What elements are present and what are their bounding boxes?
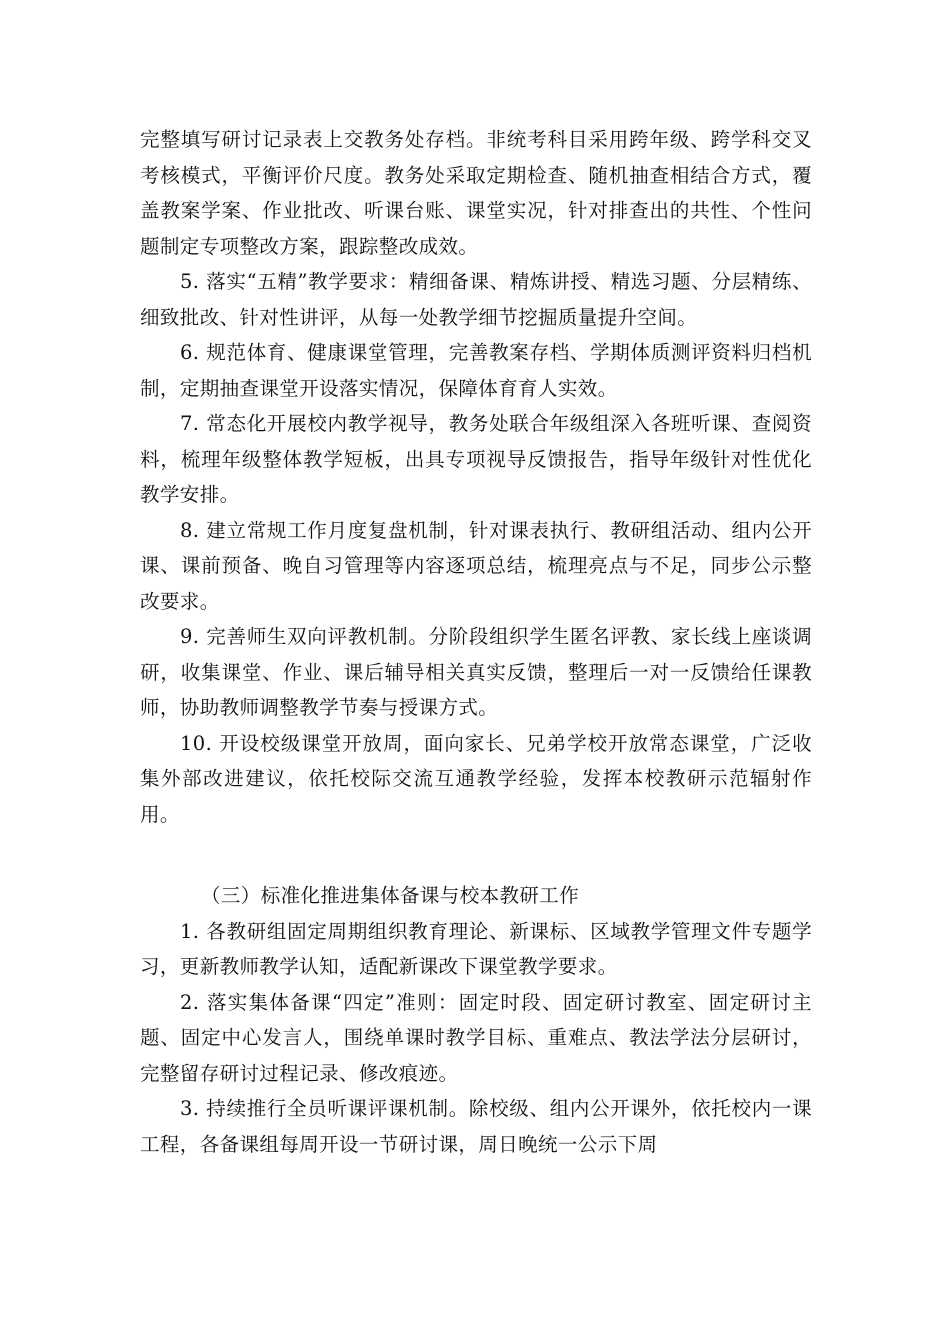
paragraph-section3-item-1: 1. 各教研组固定周期组织教育理论、新课标、区域教学管理文件专题学习，更新教师教学认知，适配新课改下课堂教学要求。 (140, 919, 812, 978)
paragraph-section3-item-2: 2. 落实集体备课“四定”准则：固定时段、固定研讨教室、固定研讨主题、固定中心发言人，围绕单课时教学目标、重难点、教法学法分层研讨，完整留存研讨过程记录、修改痕迹。 (140, 990, 812, 1085)
section-heading: （三）标准化推进集体备课与校本教研工作 (201, 884, 580, 907)
paragraph-item-6: 6. 规范体育、健康课堂管理，完善教案存档、学期体质测评资料归档机制，定期抽查课堂开设落实情况，保障体育育人实效。 (140, 341, 812, 400)
paragraph-item-9: 9. 完善师生双向评教机制。分阶段组织学生匿名评教、家长线上座谈调研，收集课堂、作业、课后辅导相关真实反馈，整理后一对一反馈给任课教师，协助教师调整教学节奏与授课方式。 (140, 625, 812, 719)
paragraph-item-5: 5. 落实“五精”教学要求：精细备课、精炼讲授、精选习题、分层精练、细致批改、针对性讲评，从每一处教学细节挖掘质量提升空间。 (140, 270, 812, 329)
document-body (140, 122, 812, 1162)
paragraph-continuation: 完整填写研讨记录表上交教务处存档。非统考科目采用跨年级、跨学科交叉考核模式，平衡评价尺度。教务处采取定期检查、随机抽查相结合方式，覆盖教案学案、作业批改、听课台账、课堂实况，针对排查出的共性、个性问题制定专项整改方案，跟踪整改成效。 (140, 128, 812, 258)
paragraph-item-7: 7. 常态化开展校内教学视导，教务处联合年级组深入各班听课、查阅资料，梳理年级整体教学短板，出具专项视导反馈报告，指导年级针对性优化教学安排。 (140, 412, 812, 506)
paragraph-section3-item-3: 3. 持续推行全员听课评课机制。除校级、组内公开课外，依托校内一课工程，各备课组每周开设一节研讨课，周日晚统一公示下周 (140, 1097, 812, 1156)
paragraph-item-8: 8. 建立常规工作月度复盘机制，针对课表执行、教研组活动、组内公开课、课前预备、晚自习管理等内容逐项总结，梳理亮点与不足，同步公示整改要求。 (140, 518, 812, 613)
paragraph-item-10: 10. 开设校级课堂开放周，面向家长、兄弟学校开放常态课堂，广泛收集外部改进建议，依托校际交流互通教学经验，发挥本校教研示范辐射作用。 (140, 731, 812, 826)
